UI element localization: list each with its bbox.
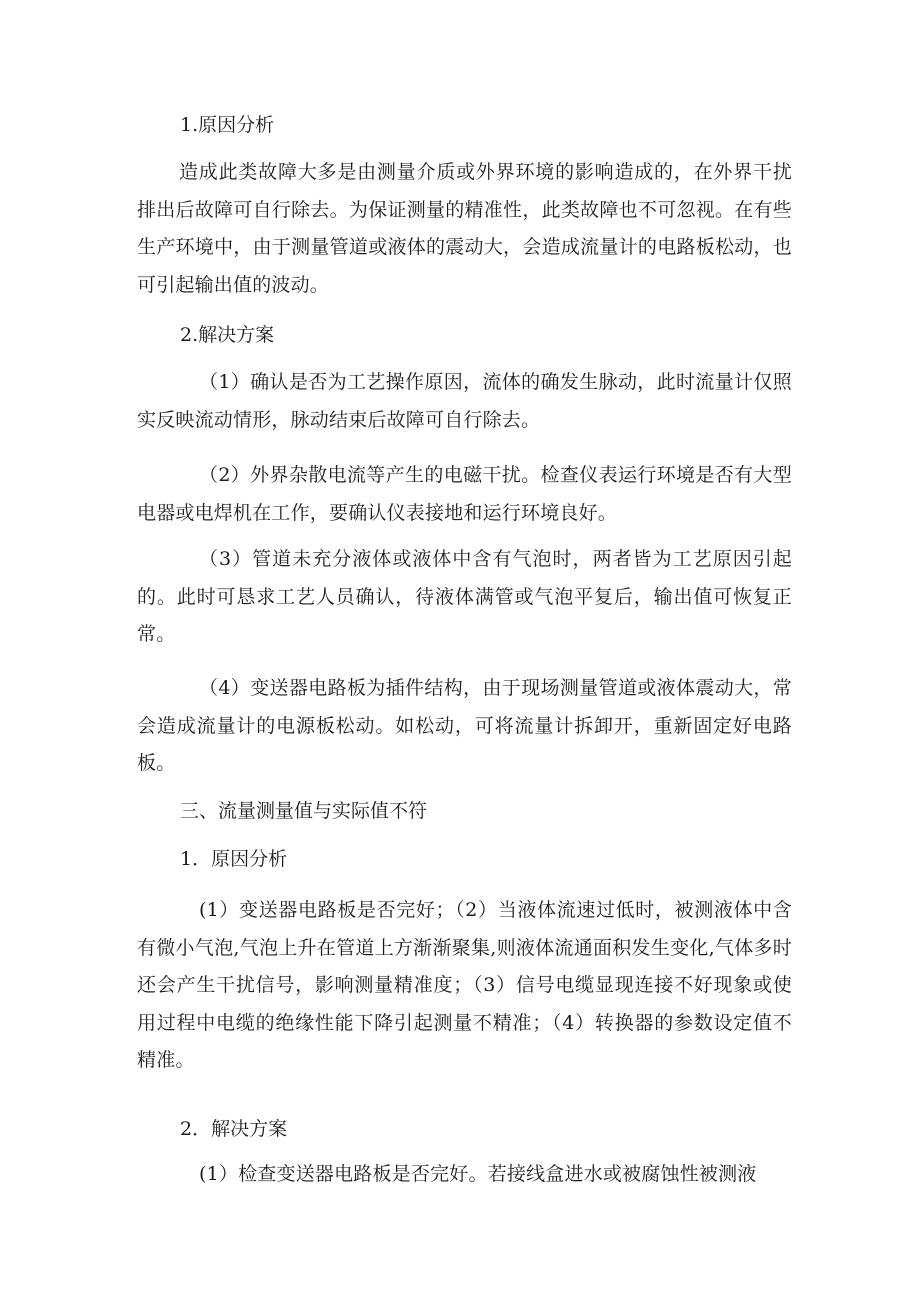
section-heading-solution: 2.解决方案 <box>180 324 275 346</box>
chapter-heading-mismatch: 三、流量测量值与实际值不符 <box>180 800 428 822</box>
section-heading-cause-analysis: 1.原因分析 <box>180 114 275 136</box>
paragraph-cause-description: 造成此类故障大多是由测量介质或外界环境的影响造成的，在外界干扰排出后故障可自行除去。为保证测量的精准性，此类故障也不可忽视。在有些生产环境中，由于测量管道或液体的震动大，会造成流量计的电路板松动，也可引起输出值的波动。 <box>137 161 792 296</box>
paragraph-solution-item-4: （4）变送器电路板为插件结构，由于现场测量管道或液体震动大，常会造成流量计的电源板松动。如松动，可将流量计拆卸开，重新固定好电路板。 <box>137 677 792 775</box>
paragraph-solution-item-2: （2）外界杂散电流等产生的电磁干扰。检查仪表运行环境是否有大型电器或电焊机在工作，要确认仪表接地和运行环境良好。 <box>137 464 792 524</box>
section-heading-solution-2: 2．解决方案 <box>180 1118 288 1140</box>
paragraph-solution-item-3: （3）管道未充分液体或液体中含有气泡时，两者皆为工艺原因引起的。此时可恳求工艺人员确认，待液体满管或气泡平复后，输出值可恢复正常。 <box>137 548 792 646</box>
paragraph-solution-check-board: (1）检查变送器电路板是否完好。若接线盒进水或被腐蚀性被测液 <box>199 1163 757 1185</box>
paragraph-cause-list: (1）变送器电路板是否完好；（2）当液体流速过低时，被测液体中含有微小气泡,气泡上升在管道上方渐渐聚集,则液体流通面积发生变化,气体多时还会产生干扰信号，影响测量精准度；（3）信号电缆显现连接不好现象或使用过程中电缆的绝缘性能下降引起测量不精准；（4）转换器的参数设定值不精准。 <box>137 899 792 1072</box>
section-heading-cause-analysis-2: 1．原因分析 <box>180 848 288 870</box>
paragraph-solution-item-1: （1）确认是否为工艺操作原因，流体的确发生脉动，此时流量计仅照实反映流动情形，脉动结束后故障可自行除去。 <box>137 371 792 431</box>
